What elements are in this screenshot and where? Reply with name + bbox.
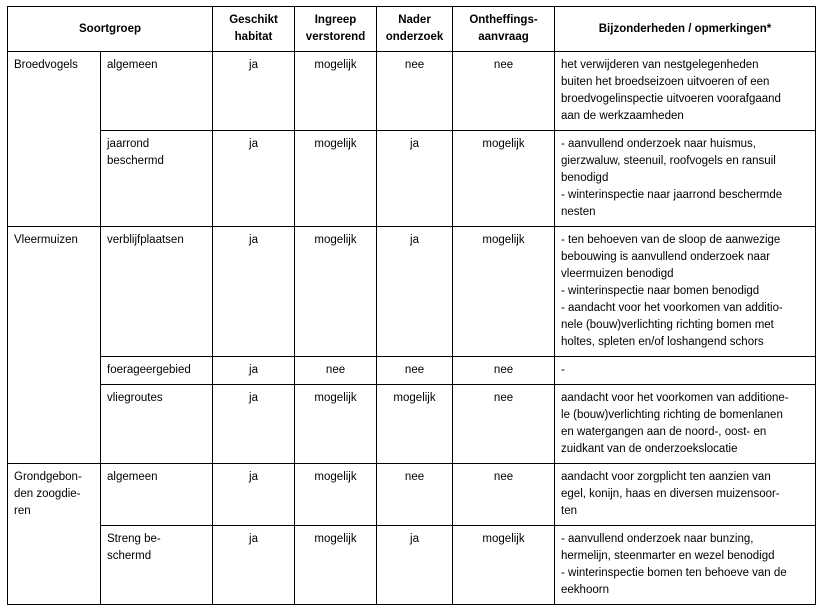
ingreep-cell: mogelijk bbox=[295, 131, 377, 227]
habitat-cell: ja bbox=[213, 526, 295, 605]
table-row bbox=[8, 357, 816, 385]
ontheffing-cell: nee bbox=[453, 52, 555, 131]
group-broedvogels: Broedvogels bbox=[8, 52, 101, 227]
group-vleermuizen: Vleermuizen bbox=[8, 227, 101, 464]
ontheffing-cell: nee bbox=[453, 357, 555, 385]
nader-cell: mogelijk bbox=[377, 385, 453, 464]
table-header-row bbox=[8, 7, 816, 52]
nader-cell: nee bbox=[377, 357, 453, 385]
habitat-cell: ja bbox=[213, 227, 295, 357]
notes-cell: - bbox=[555, 357, 816, 385]
habitat-cell: ja bbox=[213, 385, 295, 464]
habitat-cell: ja bbox=[213, 131, 295, 227]
habitat-cell: ja bbox=[213, 357, 295, 385]
subgroup-cell: Streng be- schermd bbox=[101, 526, 213, 605]
subgroup-cell: algemeen bbox=[101, 52, 213, 131]
notes-cell: - ten behoeven van de sloop de aanwezige bebouwing is aanvullend onderzoek naar vleermuizen benodigd - winterinspectie naar bomen benodigd - aandacht voor het voorkomen van additio- nele (bouw)verlichting richting bomen met holtes, spleten en/of loshangend schors bbox=[555, 227, 816, 357]
nader-cell: nee bbox=[377, 464, 453, 526]
nader-cell: nee bbox=[377, 52, 453, 131]
ingreep-cell: mogelijk bbox=[295, 526, 377, 605]
notes-cell: - aanvullend onderzoek naar huismus, gierzwaluw, steenuil, roofvogels en ransuil benodigd - winterinspectie naar jaarrond beschermde nesten bbox=[555, 131, 816, 227]
notes-cell: aandacht voor het voorkomen van additione- le (bouw)verlichting richting de bomenlanen en watergangen aan de noord-, oost- en zuidkant van de onderzoekslocatie bbox=[555, 385, 816, 464]
table-row bbox=[8, 131, 816, 227]
ontheffing-cell: mogelijk bbox=[453, 526, 555, 605]
header-ingreep-verstorend: Ingreep verstorend bbox=[295, 7, 377, 52]
header-geschikt-habitat: Geschikt habitat bbox=[213, 7, 295, 52]
table-row bbox=[8, 227, 816, 357]
notes-cell: aandacht voor zorgplicht ten aanzien van egel, konijn, haas en diversen muizensoor- ten bbox=[555, 464, 816, 526]
habitat-cell: ja bbox=[213, 464, 295, 526]
header-nader-onderzoek: Nader onderzoek bbox=[377, 7, 453, 52]
subgroup-cell: vliegroutes bbox=[101, 385, 213, 464]
ontheffing-cell: mogelijk bbox=[453, 131, 555, 227]
notes-cell: - aanvullend onderzoek naar bunzing, hermelijn, steenmarter en wezel benodigd - winterinspectie bomen ten behoeve van de eekhoorn bbox=[555, 526, 816, 605]
ingreep-cell: mogelijk bbox=[295, 464, 377, 526]
ingreep-cell: mogelijk bbox=[295, 385, 377, 464]
ingreep-cell: mogelijk bbox=[295, 52, 377, 131]
table-row bbox=[8, 385, 816, 464]
nader-cell: ja bbox=[377, 526, 453, 605]
subgroup-cell: foerageergebied bbox=[101, 357, 213, 385]
header-bijzonderheden: Bijzonderheden / opmerkingen* bbox=[555, 7, 816, 52]
subgroup-cell: jaarrond beschermd bbox=[101, 131, 213, 227]
ontheffing-cell: nee bbox=[453, 464, 555, 526]
table-row bbox=[8, 464, 816, 526]
group-grondgebonden-zoogdieren: Grondgebon- den zoogdie- ren bbox=[8, 464, 101, 605]
ingreep-cell: mogelijk bbox=[295, 227, 377, 357]
ingreep-cell: nee bbox=[295, 357, 377, 385]
subgroup-cell: verblijfplaatsen bbox=[101, 227, 213, 357]
table-row bbox=[8, 526, 816, 605]
nader-cell: ja bbox=[377, 131, 453, 227]
ontheffing-cell: nee bbox=[453, 385, 555, 464]
table-row bbox=[8, 52, 816, 131]
nader-cell: ja bbox=[377, 227, 453, 357]
header-ontheffingsaanvraag: Ontheffings- aanvraag bbox=[453, 7, 555, 52]
species-assessment-table bbox=[7, 6, 816, 605]
header-soortgroep: Soortgroep bbox=[8, 7, 213, 52]
habitat-cell: ja bbox=[213, 52, 295, 131]
ontheffing-cell: mogelijk bbox=[453, 227, 555, 357]
notes-cell: het verwijderen van nestgelegenheden buiten het broedseizoen uitvoeren of een broedvogelinspectie uitvoeren voorafgaand aan de werkzaamheden bbox=[555, 52, 816, 131]
subgroup-cell: algemeen bbox=[101, 464, 213, 526]
